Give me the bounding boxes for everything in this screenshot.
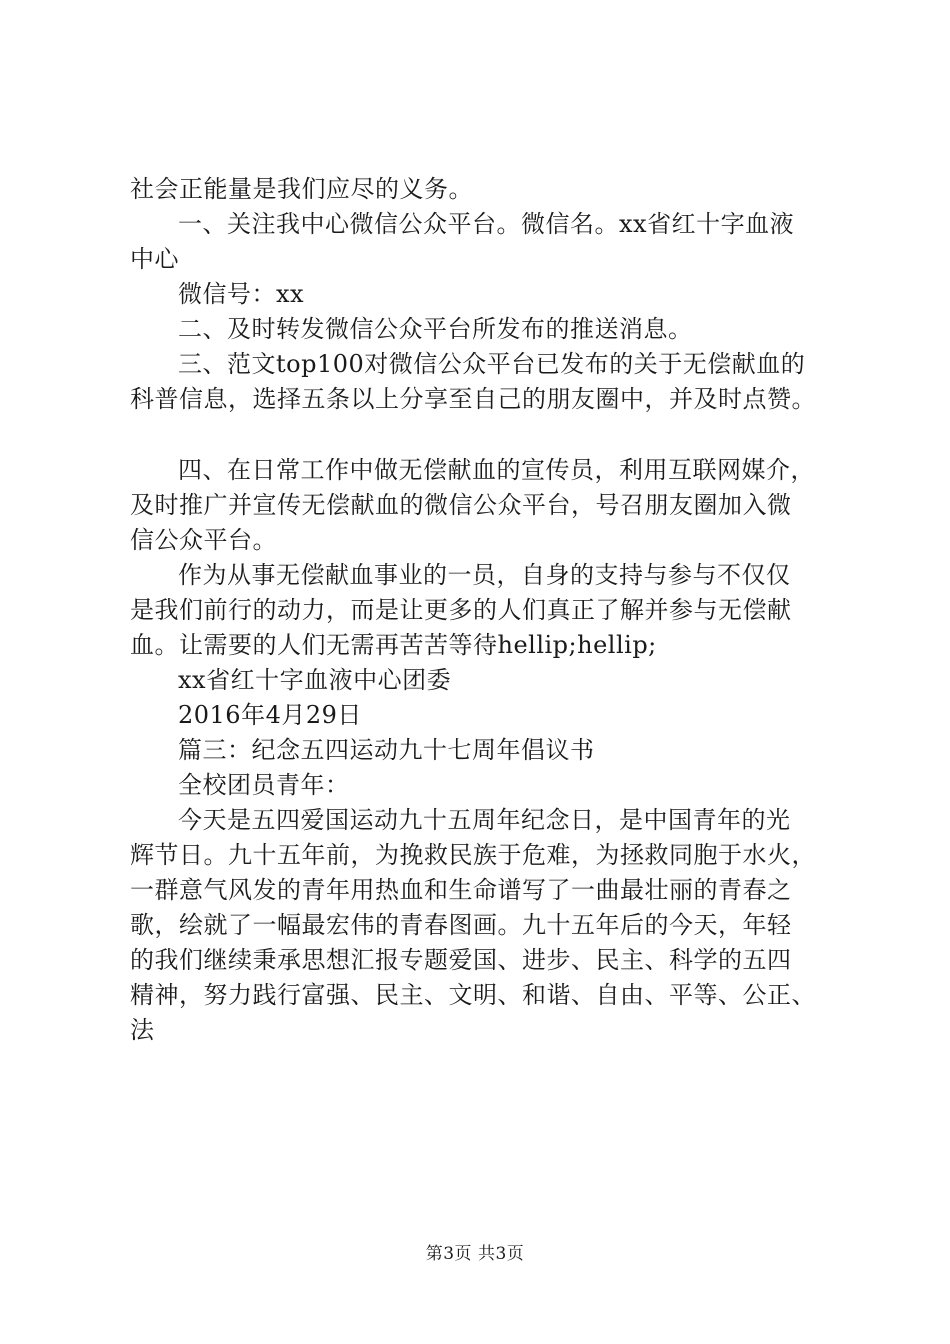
text-line: 血。让需要的人们无需再苦苦等待hellip;hellip; bbox=[130, 631, 657, 659]
text-line: 作为从事无偿献血事业的一员，自身的支持与参与不仅仅 bbox=[178, 561, 791, 589]
signature-organization: xx省红十字血液中心团委 bbox=[178, 666, 452, 694]
text-line: 歌，绘就了一幅最宏伟的青春图画。九十五年后的今天，年轻 bbox=[130, 911, 792, 939]
salutation: 全校团员青年： bbox=[178, 771, 350, 799]
signature-date: 2016年4月29日 bbox=[178, 701, 362, 729]
section-title: 篇三：纪念五四运动九十七周年倡议书 bbox=[178, 736, 595, 764]
text-line: 四、在日常工作中做无偿献血的宣传员，利用互联网媒介， bbox=[178, 456, 815, 484]
text-line: 三、范文top100对微信公众平台已发布的关于无偿献血的 bbox=[178, 350, 806, 378]
text-line: 一、关注我中心微信公众平台。微信名。xx省红十字血液 bbox=[178, 210, 795, 238]
text-line: 二、及时转发微信公众平台所发布的推送消息。 bbox=[178, 315, 693, 343]
text-line: 的我们继续秉承思想汇报专题爱国、进步、民主、科学的五四 bbox=[130, 946, 792, 974]
page-number-footer: 第3页 共3页 bbox=[425, 1244, 525, 1264]
text-line: 一群意气风发的青年用热血和生命谱写了一曲最壮丽的青春之 bbox=[130, 876, 792, 904]
text-line: 信公众平台。 bbox=[130, 526, 277, 554]
text-line: 今天是五四爱国运动九十五周年纪念日，是中国青年的光 bbox=[178, 806, 791, 834]
text-line: 及时推广并宣传无偿献血的微信公众平台，号召朋友圈加入微 bbox=[130, 491, 792, 519]
text-line: 辉节日。九十五年前，为挽救民族于危难，为拯救同胞于水火， bbox=[130, 841, 816, 869]
text-line: 是我们前行的动力，而是让更多的人们真正了解并参与无偿献 bbox=[130, 596, 792, 624]
text-line: 科普信息，选择五条以上分享至自己的朋友圈中，并及时点赞。 bbox=[130, 385, 816, 413]
text-line: 社会正能量是我们应尽的义务。 bbox=[130, 175, 473, 203]
text-line: 法 bbox=[130, 1016, 155, 1044]
text-line: 微信号：xx bbox=[178, 280, 305, 308]
text-line: 精神，努力践行富强、民主、文明、和谐、自由、平等、公正、 bbox=[130, 981, 816, 1009]
document-body bbox=[130, 172, 830, 1048]
text-line: 中心 bbox=[130, 245, 179, 273]
